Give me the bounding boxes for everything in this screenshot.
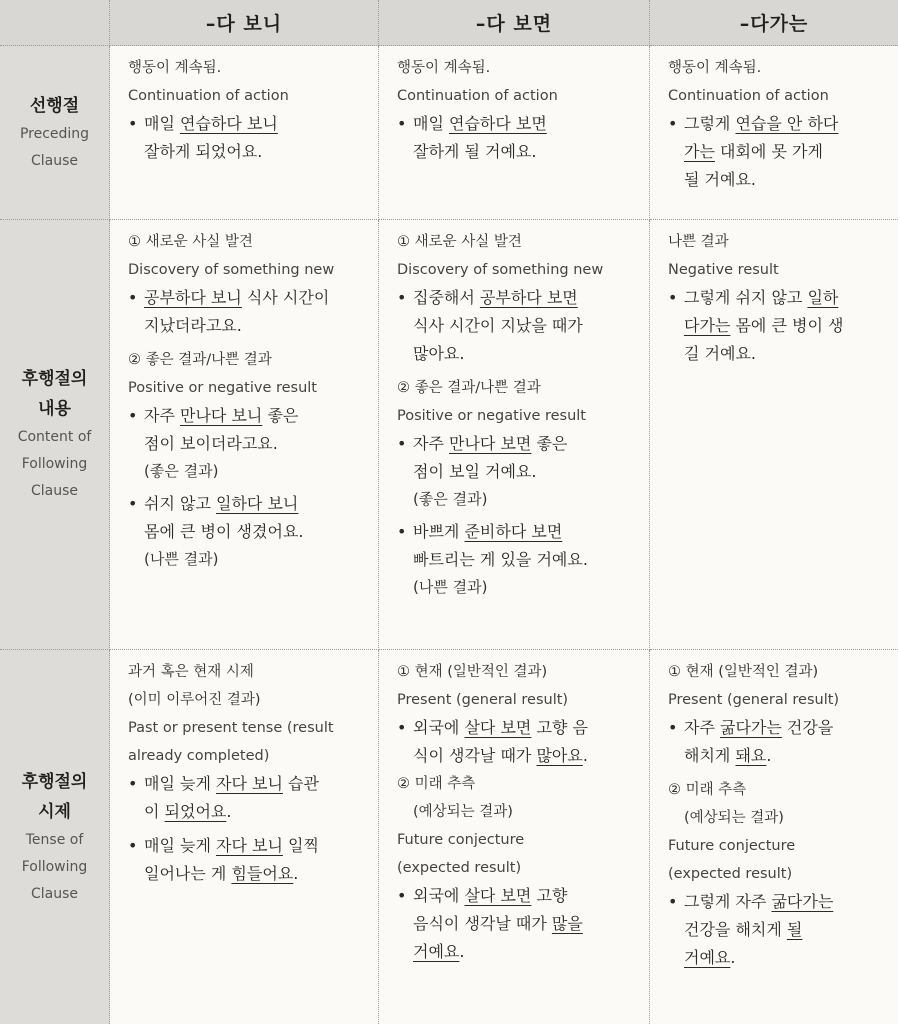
- grammar-highlight: 살다 보면: [464, 718, 532, 737]
- text: 잘하게 되었어요.: [144, 142, 263, 161]
- grammar-highlight: 될: [786, 920, 803, 939]
- row-header-ko: 후행절의: [21, 771, 88, 792]
- result-note: (좋은 결과): [144, 462, 219, 480]
- example-sentence: [397, 714, 633, 770]
- section-title-en: Continuation of action: [668, 88, 829, 104]
- text: .: [766, 746, 772, 765]
- grammar-highlight: 많아요: [536, 746, 583, 765]
- section-title-ko: (예상되는 결과): [413, 804, 513, 820]
- section-title-en: Discovery of something new: [397, 262, 604, 278]
- text: 매일 늦게: [144, 836, 216, 855]
- section-title-en: Past or present tense (result: [128, 720, 334, 736]
- text: 일찍: [282, 836, 319, 855]
- section-title-ko: 행동이 계속됨.: [128, 60, 222, 76]
- text: 자주: [684, 718, 720, 737]
- text: 몸에 큰 병이 생겼어요.: [144, 522, 304, 541]
- text: 쉬지 않고: [144, 494, 216, 513]
- tense-dabomyeon-cell: [379, 650, 650, 1024]
- row-header-content: [0, 220, 110, 650]
- text: 건강을 해치게: [684, 920, 787, 939]
- text: 대회에 못 가게: [714, 142, 823, 161]
- text: 자주: [144, 406, 180, 425]
- text: .: [293, 864, 299, 883]
- grammar-highlight: 굶다가는: [771, 892, 834, 911]
- text: 외국에: [413, 886, 465, 905]
- text: 좋은: [262, 406, 299, 425]
- grammar-highlight: 연습을 안 하다: [735, 114, 839, 133]
- grammar-highlight: 자다 보니: [216, 774, 283, 793]
- section-title-en: Negative result: [668, 262, 779, 278]
- grammar-highlight: 연습하다 보니: [180, 114, 278, 133]
- example-sentence: [128, 284, 362, 340]
- text: 매일 늦게: [144, 774, 216, 793]
- section-title-ko: (예상되는 결과): [684, 810, 784, 826]
- example-sentence: [128, 770, 362, 826]
- column-header-label: –다가는: [739, 13, 809, 35]
- example-sentence: [397, 110, 633, 166]
- section-title-ko: ② 좋은 결과/나쁜 결과: [397, 380, 541, 396]
- section-title-en: Positive or negative result: [128, 380, 317, 396]
- text: 될 거예요.: [684, 170, 756, 189]
- text: 식이 생각날 때가: [413, 746, 537, 765]
- section-title-ko: ① 현재 (일반적인 결과): [668, 664, 819, 680]
- text: 식사 시간이 지났을 때가: [413, 316, 583, 335]
- text: 좋은: [531, 434, 568, 453]
- text: 바쁘게: [413, 522, 465, 541]
- text: 그렇게 쉬지 않고: [684, 288, 808, 307]
- text: 지났더라고요.: [144, 316, 242, 335]
- grammar-highlight: 만나다 보면: [449, 434, 532, 453]
- grammar-highlight: 준비하다 보면: [464, 522, 563, 541]
- grammar-highlight: 일하: [807, 288, 839, 307]
- row-header-en: Clause: [30, 483, 79, 499]
- text: 자주: [413, 434, 449, 453]
- grammar-highlight: 굶다가는: [720, 718, 782, 737]
- row-header-en: Preceding: [19, 125, 90, 142]
- preceding-daboni-cell: [110, 46, 379, 220]
- section-title-ko: ② 미래 추측: [668, 782, 747, 798]
- section-title-ko: ① 새로운 사실 발견: [128, 234, 253, 250]
- section-title-en: Future conjecture: [397, 832, 525, 848]
- result-note: (좋은 결과): [413, 490, 488, 508]
- text: 습관: [282, 774, 319, 793]
- example-sentence: [128, 832, 362, 888]
- example-sentence: [128, 402, 362, 458]
- section-title-ko: 과거 혹은 현재 시제: [128, 664, 254, 680]
- example-sentence: [668, 888, 882, 972]
- text: 잘하게 될 거예요.: [413, 142, 537, 161]
- text: 해치게: [684, 746, 736, 765]
- grammar-highlight: 거예요: [413, 942, 460, 961]
- section-title-ko: 행동이 계속됨.: [397, 60, 491, 76]
- text: 그렇게 자주: [684, 892, 772, 911]
- text: 음식이 생각날 때가: [413, 914, 552, 933]
- grammar-highlight: 공부하다 보면: [479, 288, 578, 307]
- text: 그렇게: [684, 114, 736, 133]
- section-title-ko: 행동이 계속됨.: [668, 60, 762, 76]
- row-header-en: Content of: [17, 429, 92, 445]
- text: 고향 음: [531, 718, 588, 737]
- section-title-en: Present (general result): [397, 692, 569, 708]
- section-title-ko: ① 현재 (일반적인 결과): [397, 664, 548, 680]
- section-title-en: Continuation of action: [397, 88, 558, 104]
- row-header-ko: 내용: [38, 399, 71, 419]
- grammar-highlight: 공부하다 보니: [144, 288, 242, 307]
- result-note: (나쁜 결과): [144, 550, 219, 568]
- row-header-en: Following: [21, 456, 88, 472]
- text: 건강을: [781, 718, 834, 737]
- example-sentence: [668, 714, 882, 770]
- example-sentence: [397, 430, 633, 486]
- text: 집중해서: [413, 288, 480, 307]
- text: 길 거예요.: [684, 344, 756, 363]
- text: 빠트리는 게 있을 거예요.: [413, 550, 588, 569]
- grammar-highlight: 연습하다 보면: [449, 114, 547, 133]
- grammar-highlight: 일하다 보니: [216, 494, 299, 513]
- text: .: [226, 802, 232, 821]
- grammar-highlight: 다가는: [684, 316, 731, 335]
- section-title-en: already completed): [128, 748, 270, 764]
- row-header-en: Clause: [30, 152, 79, 169]
- content-daboni-cell: [110, 220, 379, 650]
- example-sentence: [397, 882, 633, 966]
- section-title-en: (expected result): [668, 866, 793, 882]
- text: 몸에 큰 병이 생: [730, 316, 844, 335]
- example-sentence: [397, 284, 633, 368]
- section-title-ko: ① 새로운 사실 발견: [397, 234, 522, 250]
- row-header-tense: [0, 650, 110, 1024]
- column-header-daboni: [110, 0, 379, 46]
- table-corner: [0, 0, 110, 46]
- result-note: (나쁜 결과): [413, 578, 488, 596]
- section-title-ko: (이미 이루어진 결과): [128, 692, 261, 708]
- grammar-highlight: 힘들어요: [231, 864, 294, 883]
- column-header-dabomyeon: [379, 0, 650, 46]
- text: 식사 시간이: [241, 288, 330, 307]
- example-sentence: [128, 110, 362, 166]
- row-header-en: Clause: [30, 885, 79, 902]
- row-header-en: Tense of: [25, 831, 84, 848]
- row-header-ko: 선행절: [29, 95, 80, 116]
- section-title-en: Discovery of something new: [128, 262, 335, 278]
- grammar-highlight: 거예요: [684, 948, 731, 967]
- text: 매일: [144, 114, 180, 133]
- content-dabomyeon-cell: [379, 220, 650, 650]
- section-title-ko: ② 미래 추측: [397, 776, 476, 792]
- section-title-en: Present (general result): [668, 692, 840, 708]
- tense-dagaeun-cell: [650, 650, 898, 1024]
- example-sentence: [397, 518, 633, 574]
- text: .: [582, 746, 588, 765]
- grammar-highlight: 살다 보면: [464, 886, 532, 905]
- section-title-en: (expected result): [397, 860, 522, 876]
- grammar-highlight: 가는: [684, 142, 715, 161]
- grammar-highlight: 되었어요: [164, 802, 227, 821]
- section-title-en: Future conjecture: [668, 838, 796, 854]
- example-sentence: [668, 284, 882, 368]
- grammar-highlight: 만나다 보니: [180, 406, 263, 425]
- text: 많아요.: [413, 344, 465, 363]
- text: 점이 보이더라고요.: [144, 434, 278, 453]
- section-title-ko: 나쁜 결과: [668, 234, 729, 250]
- example-sentence: [668, 110, 882, 194]
- example-sentence: [128, 490, 362, 546]
- row-header-preceding: [0, 46, 110, 220]
- section-title-ko: ② 좋은 결과/나쁜 결과: [128, 352, 272, 368]
- preceding-dagaeun-cell: [650, 46, 898, 220]
- content-dagaeun-cell: [650, 220, 898, 650]
- text: 점이 보일 거예요.: [413, 462, 537, 481]
- row-header-ko: 후행절의: [21, 369, 88, 389]
- column-header-label: –다 보니: [205, 13, 283, 35]
- section-title-en: Continuation of action: [128, 88, 289, 104]
- grammar-highlight: 자다 보니: [216, 836, 283, 855]
- column-header-dagaeun: [650, 0, 898, 46]
- text: .: [459, 942, 465, 961]
- text: 이: [144, 802, 165, 821]
- grammar-highlight: 많을: [551, 914, 583, 933]
- text: 고향: [531, 886, 568, 905]
- column-header-label: –다 보면: [475, 13, 553, 35]
- text: 외국에: [413, 718, 465, 737]
- tense-daboni-cell: [110, 650, 379, 1024]
- preceding-dabomyeon-cell: [379, 46, 650, 220]
- text: .: [730, 948, 736, 967]
- grammar-highlight: 돼요: [735, 746, 767, 765]
- section-title-en: Positive or negative result: [397, 408, 586, 424]
- row-header-ko: 시제: [38, 801, 71, 822]
- text: 일어나는 게: [144, 864, 232, 883]
- row-header-en: Following: [21, 858, 88, 875]
- text: 매일: [413, 114, 449, 133]
